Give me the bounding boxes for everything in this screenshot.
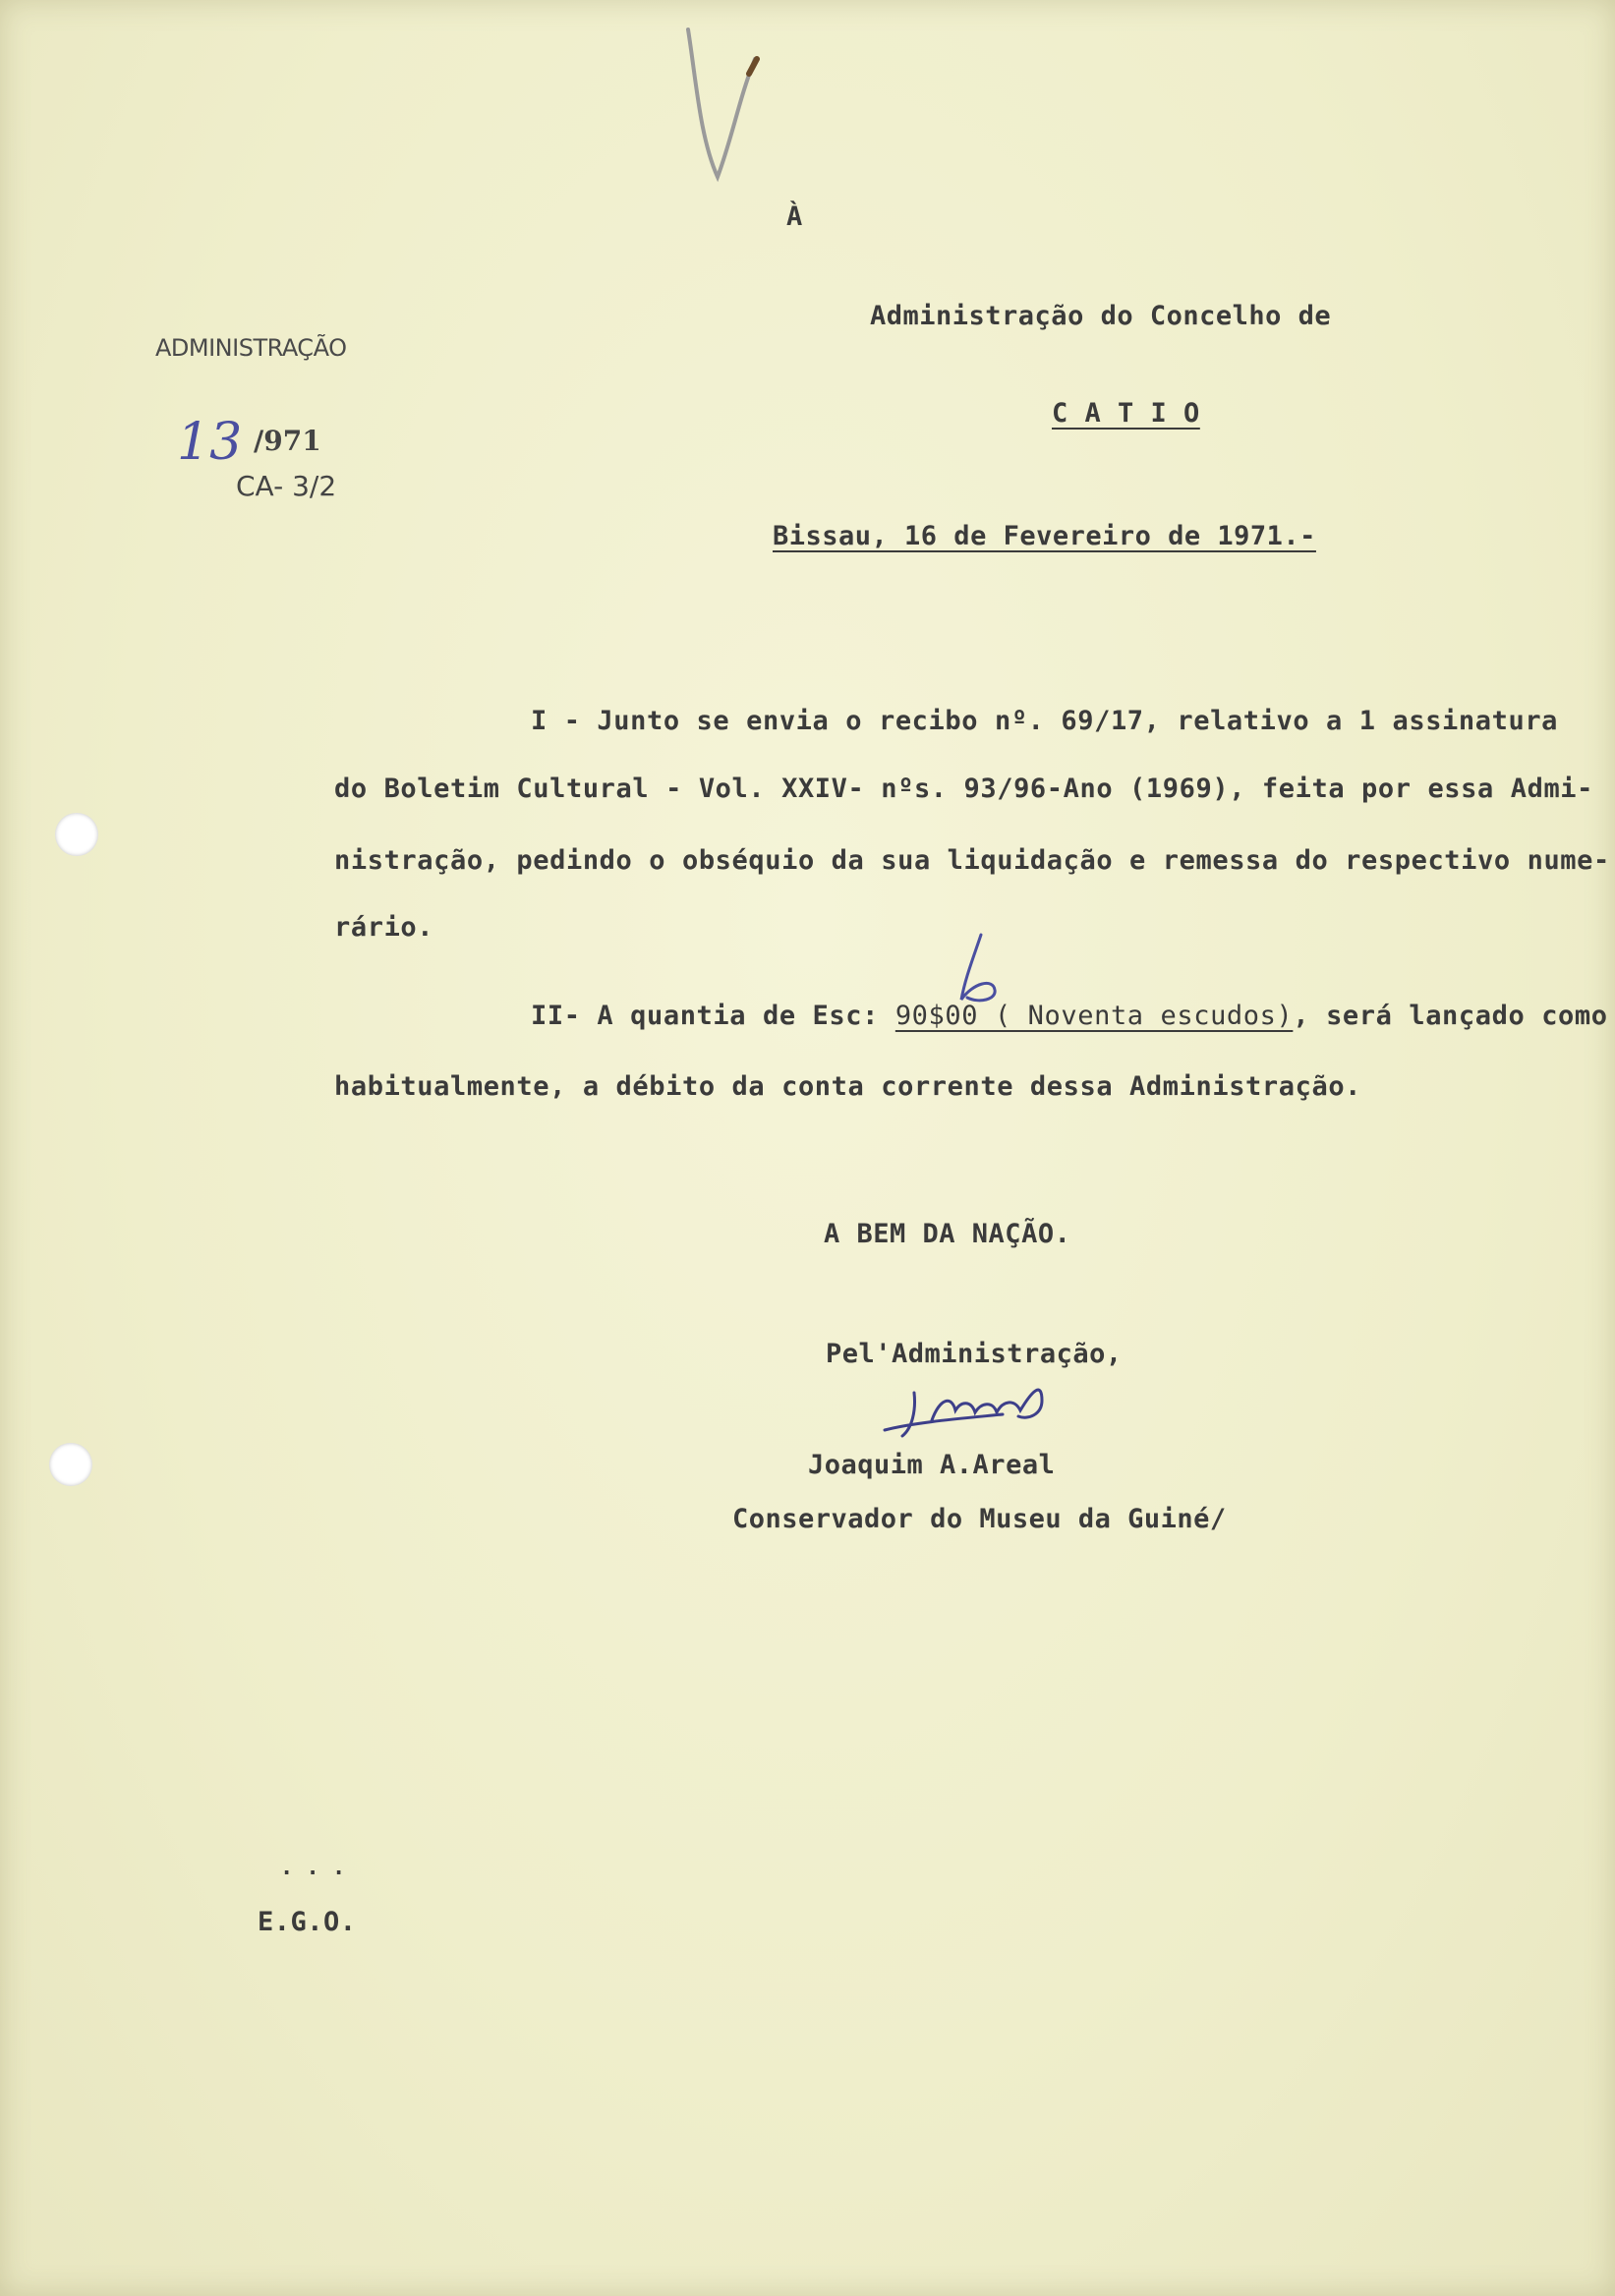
signatory-title: Conservador do Museu da Guiné/ — [732, 1504, 1227, 1534]
signature-icon — [845, 1371, 1101, 1450]
punch-hole-top — [55, 813, 98, 856]
addressee-line: Administração do Concelho de — [870, 301, 1332, 331]
paragraph-2-suffix: , será lançado como — [1293, 1001, 1608, 1031]
paragraph-1-line-1: I - Junto se envia o recibo nº. 69/17, relativo a 1 assinatura — [531, 706, 1559, 736]
paragraph-2-line-1 — [531, 1001, 1608, 1031]
paragraph-2-prefix: II- A quantia de Esc: — [531, 1001, 879, 1031]
file-reference: CA- 3/2 — [236, 470, 337, 502]
salutation: A BEM DA NAÇÃO. — [824, 1219, 1071, 1249]
handwritten-number: 13 — [177, 413, 243, 472]
check-mark-icon — [678, 20, 767, 187]
paragraph-1-line-2: do Boletim Cultural - Vol. XXIV- nºs. 93/96-Ano (1969), feita por essa Admi- — [334, 774, 1594, 804]
addressee-prefix: À — [786, 201, 803, 232]
signatory-name: Joaquim A.Areal — [808, 1450, 1056, 1480]
letter-date: Bissau, 16 de Fevereiro de 1971.- — [773, 521, 1316, 551]
amount-text: 90$00 ( Noventa escudos) — [894, 1001, 1294, 1031]
department-label: ADMINISTRAÇÃO — [155, 334, 347, 362]
punch-hole-bottom — [49, 1443, 92, 1486]
footer-initials: E.G.O. — [258, 1907, 357, 1937]
addressee-place: C A T I O — [1052, 398, 1200, 429]
file-year: /971 — [254, 425, 321, 457]
footer-dots: . . . — [280, 1856, 346, 1880]
on-behalf-line: Pel'Administração, — [826, 1339, 1123, 1369]
paragraph-1-line-3: nistração, pedindo o obséquio da sua liquidação e remessa do respectivo nume- — [334, 845, 1610, 876]
paragraph-1-line-4: rário. — [334, 912, 434, 943]
handwritten-correction-mark — [944, 929, 1012, 1007]
paragraph-2-line-2: habitualmente, a débito da conta corrente dessa Administração. — [334, 1071, 1362, 1102]
